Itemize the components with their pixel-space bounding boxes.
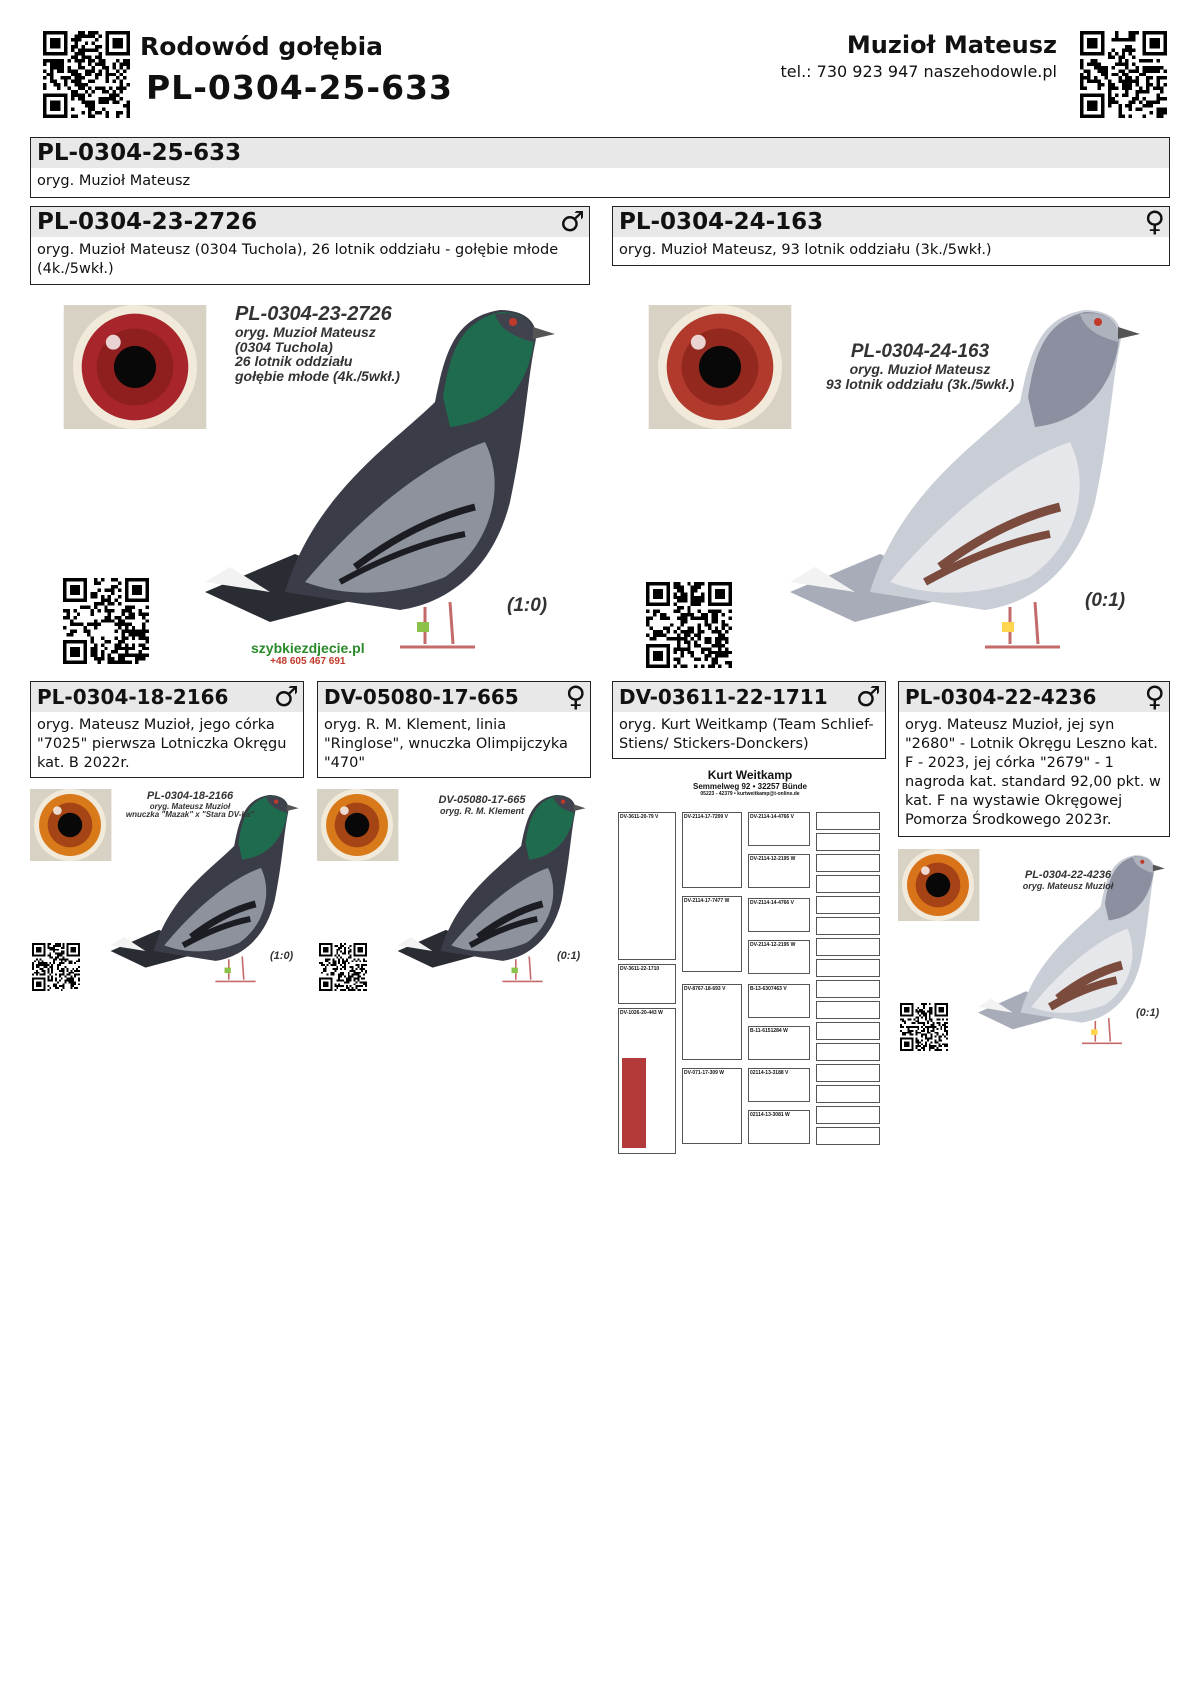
sire-desc: oryg. Muzioł Mateusz (0304 Tuchola), 26 lotnik oddziału - gołębie młode (4k./5wkł.) — [37, 242, 559, 277]
gp4-photo-score: (0:1) — [1136, 1007, 1160, 1019]
sire-photo-score: (1:0) — [507, 595, 548, 616]
gp1-photo — [30, 785, 304, 993]
pedigree-scan — [614, 768, 886, 1158]
pedigree-gen4-cell — [816, 980, 880, 998]
dam-photo-qr-icon — [646, 582, 732, 668]
gp1-desc: oryg. Mateusz Muzioł, jego córka "7025" pierwsza Lotniczka Okręgu kat. B 2022r. — [37, 717, 287, 771]
pedigree-gen3-6: 02114-13-3188 V — [748, 1068, 810, 1102]
photo-studio-logo: szybkiezdjecie.pl +48 605 467 691 — [251, 640, 365, 667]
gp2-photo-score: (0:1) — [557, 950, 581, 962]
subject-desc: oryg. Muzioł Mateusz — [37, 173, 191, 189]
dam-photo — [640, 292, 1150, 668]
pedigree-gen1-b: DV-1026-20-443 W — [618, 1008, 676, 1154]
pedigree-gen4-cell — [816, 959, 880, 977]
gp1-photo-caption: PL-0304-18-2166 oryg. Mateusz Muzioł wnuczka "Mazak" x "Stara DV-ka" — [125, 790, 255, 819]
female-symbol-icon: ♀ — [565, 680, 586, 713]
gp4-photo-caption: PL-0304-22-4236 oryg. Mateusz Muzioł — [1022, 869, 1114, 891]
header-qr-right-icon — [1080, 31, 1167, 118]
gp4-photo — [898, 845, 1170, 1055]
female-symbol-icon: ♀ — [1144, 205, 1165, 238]
sire-photo — [55, 292, 565, 668]
subject-card — [30, 137, 1170, 198]
dam-photo-caption: PL-0304-24-163 oryg. Muzioł Mateusz 93 lotnik oddziału (3k./5wkł.) — [825, 341, 1015, 392]
dam-ring: PL-0304-24-163 — [619, 209, 824, 235]
pedigree-gen2-0: DV-2114-17-7209 V — [682, 812, 742, 888]
granddam-paternal-card — [317, 681, 591, 778]
pedigree-stamp — [622, 1058, 646, 1148]
pedigree-gen4-cell — [816, 917, 880, 935]
gp2-photo-caption: DV-05080-17-665 oryg. R. M. Klement — [438, 794, 526, 816]
sire-ring: PL-0304-23-2726 — [37, 209, 258, 235]
gp2-photo — [317, 785, 591, 993]
sire-photo-caption: PL-0304-23-2726 oryg. Muzioł Mateusz (0304 Tuchola) 26 lotnik oddziału gołębie młode (4k./5wkł.) — [235, 303, 400, 385]
pedigree-gen2-1: DV-2114-17-7477 W — [682, 896, 742, 972]
pigeon-eye-image — [898, 849, 979, 921]
dam-card — [612, 206, 1170, 266]
subject-ring: PL-0304-25-633 — [37, 140, 242, 166]
header-ring-number: PL-0304-25-633 — [146, 68, 453, 107]
pedigree-breeder: Kurt Weitkamp — [707, 768, 793, 782]
pedigree-gen4-cell — [816, 854, 880, 872]
pedigree-gen4-cell — [816, 1043, 880, 1061]
dam-desc: oryg. Muzioł Mateusz, 93 lotnik oddziału (3k./5wkł.) — [619, 242, 992, 258]
pedigree-gen1-a: DV-3611-20-79 V — [618, 812, 676, 960]
pedigree-contact: 05223 - 42379 • kurtweitkamp@t-online.de — [700, 791, 800, 797]
male-symbol-icon: ♂ — [273, 680, 299, 713]
pedigree-gen4-cell — [816, 833, 880, 851]
female-symbol-icon: ♀ — [1144, 680, 1165, 713]
pedigree-gen4-cell — [816, 1127, 880, 1145]
gp1-photo-score: (1:0) — [270, 950, 294, 962]
pedigree-gen4-cell — [816, 812, 880, 830]
pedigree-gen3-3: DV-2114-12-2195 W — [748, 940, 810, 974]
sire-photo-qr-icon — [63, 578, 149, 664]
pedigree-gen3-2: DV-2114-14-4766 V — [748, 898, 810, 932]
header-qr-left-icon — [43, 31, 130, 118]
pedigree-gen4-cell — [816, 1085, 880, 1103]
pedigree-gen2-2: DV-8767-18-693 V — [682, 984, 742, 1060]
header-contact: tel.: 730 923 947 naszehodowle.pl — [780, 62, 1057, 81]
pedigree-gen4-cell — [816, 938, 880, 956]
pedigree-gen4-cell — [816, 1064, 880, 1082]
grandsire-paternal-card — [30, 681, 304, 778]
gp4-desc: oryg. Mateusz Muzioł, jej syn "2680" - Lotnik Okręgu Leszno kat. F - 2023, jej córka "2679" - 1 nagroda kat. standard 92,00 pkt. w kat. F na wystawie Okręgowej Pomorza Środkowego 2023r. — [905, 717, 1161, 828]
pedigree-gen4-cell — [816, 875, 880, 893]
gp4-ring: PL-0304-22-4236 — [905, 685, 1097, 709]
gp2-ring: DV-05080-17-665 — [324, 685, 519, 709]
granddam-maternal-card — [898, 681, 1170, 837]
pedigree-gen3-4: B-13-6307463 V — [748, 984, 810, 1018]
pedigree-gen3-7: 02114-13-3081 W — [748, 1110, 810, 1144]
gp2-desc: oryg. R. M. Klement, linia "Ringlose", wnuczka Olimpijczyka "470" — [324, 717, 568, 771]
pedigree-gen3-1: DV-2114-12-2195 W — [748, 854, 810, 888]
male-symbol-icon: ♂ — [855, 680, 881, 713]
male-symbol-icon: ♂ — [559, 205, 585, 238]
header-owner-name: Muzioł Mateusz — [846, 31, 1057, 59]
page-heading: Rodowód gołębia — [140, 32, 384, 61]
gp1-photo-qr-icon — [32, 943, 80, 991]
gp3-desc: oryg. Kurt Weitkamp (Team Schlief-Stiens/ Stickers-Donckers) — [619, 717, 874, 752]
gp1-ring: PL-0304-18-2166 — [37, 685, 229, 709]
pedigree-gen3-0: DV-2114-14-4766 V — [748, 812, 810, 846]
pedigree-gen4-cell — [816, 1001, 880, 1019]
pedigree-gen4-cell — [816, 896, 880, 914]
gp3-ring: DV-03611-22-1711 — [619, 685, 828, 709]
sire-card — [30, 206, 590, 285]
dam-photo-score: (0:1) — [1085, 590, 1126, 611]
pigeon-eye-image — [317, 789, 398, 861]
gp2-photo-qr-icon — [319, 943, 367, 991]
pigeon-eye-image — [649, 305, 792, 429]
pigeon-eye-image — [64, 305, 207, 429]
pedigree-gen3-5: B-11-6151284 W — [748, 1026, 810, 1060]
pedigree-address: Semmelweg 92 • 32257 Bünde — [693, 782, 807, 791]
gp4-photo-qr-icon — [900, 1003, 948, 1051]
grandsire-maternal-card — [612, 681, 886, 759]
pedigree-gen4-cell — [816, 1022, 880, 1040]
pigeon-eye-image — [30, 789, 111, 861]
pedigree-gen2-3: DV-071-17-309 W — [682, 1068, 742, 1144]
pedigree-gen1-note: DV-3611-22-1710 — [618, 964, 676, 1004]
pedigree-gen4-cell — [816, 1106, 880, 1124]
